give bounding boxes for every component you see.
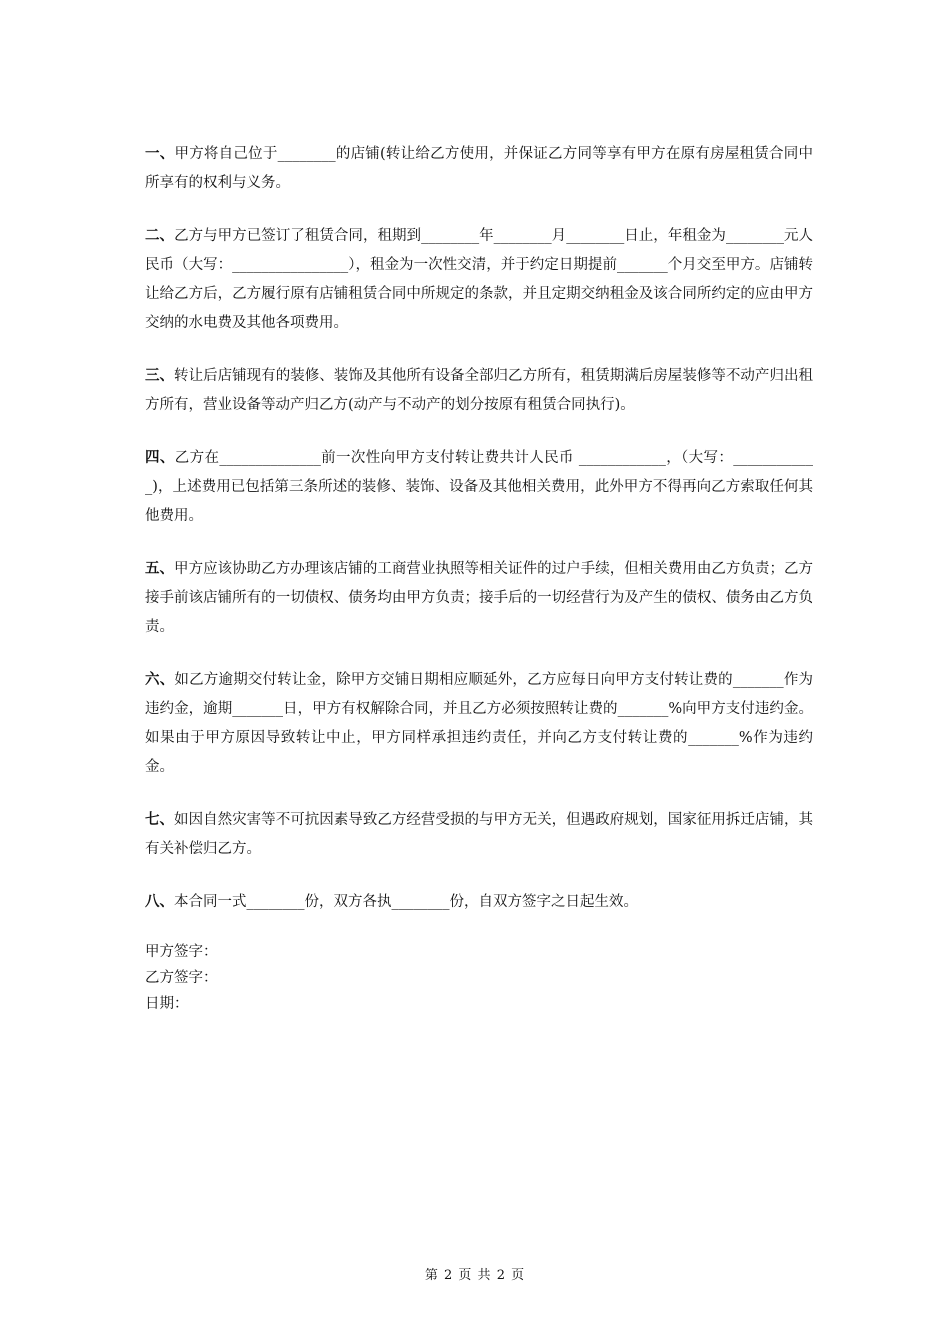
signature-block [145, 939, 813, 1017]
clause-3 [145, 362, 813, 420]
clause-text: 转让后店铺现有的装修、装饰及其他所有设备全部归乙方所有，租赁期满后房屋装修等不动产归出租方所有，营业设备等动产归乙方(动产与不动产的划分按原有租赁合同执行)。 [145, 368, 813, 413]
page-footer: 第 2 页 共 2 页 [424, 1268, 526, 1283]
clause-6 [145, 666, 813, 782]
clause-number: 三、 [145, 368, 175, 384]
date-label: 日期： [145, 996, 189, 1012]
clause-text: 甲方应该协助乙方办理该店铺的工商营业执照等相关证件的过户手续，但相关费用由乙方负责；乙方接手前该店铺所有的一切债权、债务均由甲方负责；接手后的一切经营行为及产生的债权、债务由乙方负责。 [145, 561, 813, 635]
clause-number: 八、 [145, 894, 174, 910]
party-a-signature-label: 甲方签字： [145, 944, 218, 960]
clause-number: 一、 [145, 146, 175, 162]
clause-text: 乙方与甲方已签订了租赁合同，租期到________年________月________日止，年租金为________元人民币（大写：________________），租金为一次性交清，并于约定日期提前_______个月交至甲方。店铺转让给乙方后，乙方履行原有店铺租赁合同中所规定的条款，并且定期交纳租金及该合同所约定的应由甲方交纳的水电费及其他各项费用。 [145, 228, 813, 331]
clause-number: 二、 [145, 228, 175, 244]
clause-1 [145, 140, 813, 198]
clause-text: 如乙方逾期交付转让金，除甲方交铺日期相应顺延外，乙方应每日向甲方支付转让费的_______作为违约金，逾期_______日，甲方有权解除合同，并且乙方必须按照转让费的_______%向甲方支付违约金。如果由于甲方原因导致转让中止，甲方同样承担违约责任，并向乙方支付转让费的_______%作为违约金。 [145, 672, 814, 775]
clause-number: 七、 [145, 812, 175, 828]
clause-2 [145, 222, 813, 338]
clause-5 [145, 555, 813, 642]
clause-number: 四、 [145, 450, 175, 466]
clause-4 [145, 444, 813, 531]
clause-7 [145, 806, 813, 864]
clause-8 [145, 888, 813, 917]
clause-text: 本合同一式________份，双方各执________份，自双方签字之日起生效。 [174, 894, 638, 910]
party-b-signature-label: 乙方签字： [145, 970, 218, 986]
clause-text: 如因自然灾害等不可抗因素导致乙方经营受损的与甲方无关，但遇政府规划，国家征用拆迁店铺，其有关补偿归乙方。 [145, 812, 813, 857]
clause-number: 六、 [145, 672, 175, 688]
contract-body [145, 140, 813, 1017]
clause-number: 五、 [145, 561, 175, 577]
clause-text: 乙方在______________前一次性向甲方支付转让费共计人民币 ____________，（大写：____________)，上述费用已包括第三条所述的装修、装饰、设备及其他相关费用，此外甲方不得再向乙方索取任何其他费用。 [145, 450, 814, 524]
clause-text: 甲方将自己位于________的店铺(转让给乙方使用，并保证乙方同等享有甲方在原有房屋租赁合同中所享有的权利与义务。 [145, 146, 813, 191]
